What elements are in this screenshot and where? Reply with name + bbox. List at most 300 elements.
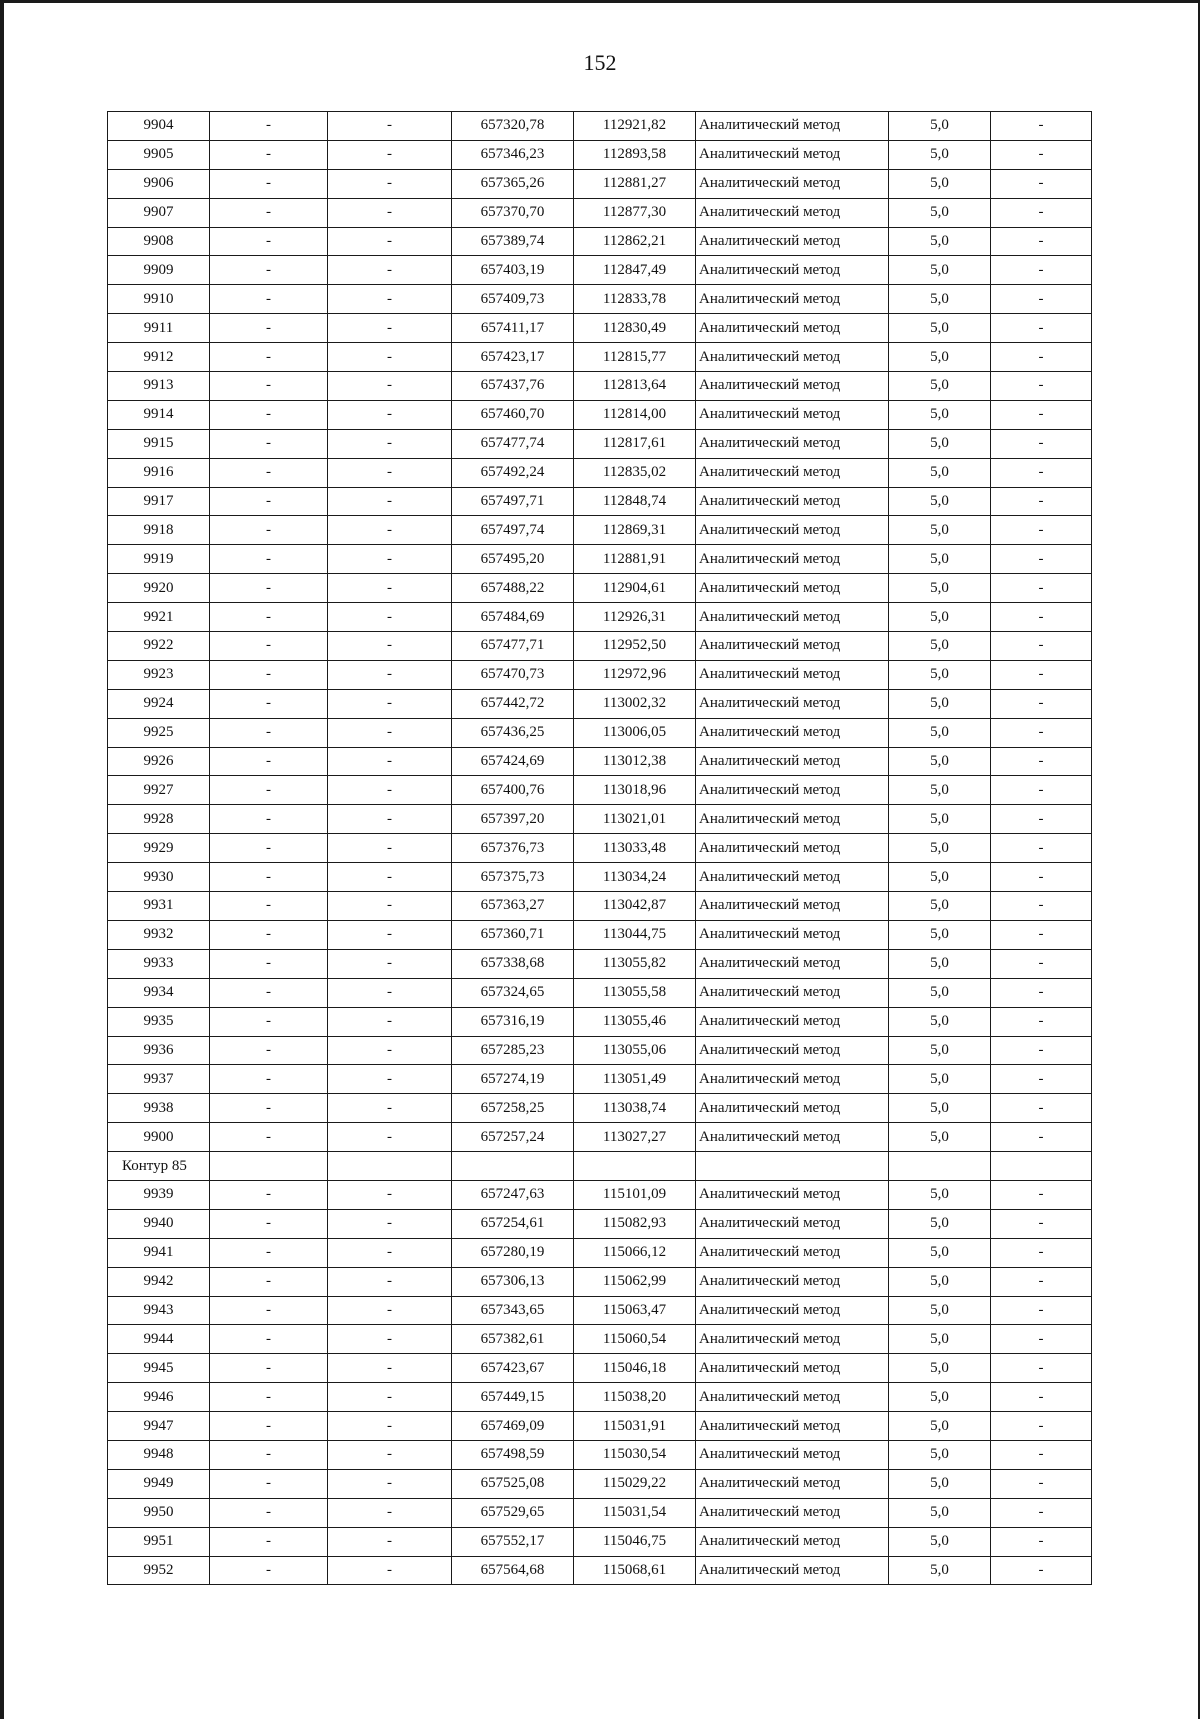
- empty-value-cell: -: [328, 1296, 452, 1325]
- page-number: 152: [583, 50, 617, 75]
- empty-cell: [328, 1152, 452, 1181]
- empty-value-cell: -: [210, 516, 328, 545]
- y-coordinate-cell: 115082,93: [574, 1209, 696, 1238]
- table-row: [108, 1094, 1092, 1123]
- empty-value-cell: -: [328, 1498, 452, 1527]
- y-coordinate-cell: 112813,64: [574, 372, 696, 401]
- empty-value-cell: -: [328, 400, 452, 429]
- empty-value-cell: -: [210, 603, 328, 632]
- y-coordinate-cell: 113055,06: [574, 1036, 696, 1065]
- empty-value-cell: -: [210, 1238, 328, 1267]
- point-number-cell: 9939: [108, 1180, 210, 1209]
- x-coordinate-cell: 657477,71: [452, 632, 574, 661]
- point-number-cell: 9947: [108, 1412, 210, 1441]
- empty-value-cell: -: [328, 314, 452, 343]
- accuracy-cell: 5,0: [889, 256, 991, 285]
- empty-value-cell: -: [991, 1469, 1092, 1498]
- accuracy-cell: 5,0: [889, 574, 991, 603]
- empty-value-cell: -: [991, 400, 1092, 429]
- empty-value-cell: -: [328, 1556, 452, 1585]
- x-coordinate-cell: 657495,20: [452, 545, 574, 574]
- x-coordinate-cell: 657400,76: [452, 776, 574, 805]
- empty-value-cell: -: [210, 920, 328, 949]
- empty-value-cell: -: [328, 516, 452, 545]
- empty-value-cell: -: [210, 1296, 328, 1325]
- method-cell: Аналитический метод: [696, 747, 889, 776]
- table-row: [108, 1498, 1092, 1527]
- accuracy-cell: 5,0: [889, 1123, 991, 1152]
- accuracy-cell: 5,0: [889, 863, 991, 892]
- accuracy-cell: 5,0: [889, 487, 991, 516]
- table-row: [108, 1065, 1092, 1094]
- empty-value-cell: -: [328, 112, 452, 141]
- method-cell: Аналитический метод: [696, 400, 889, 429]
- empty-value-cell: -: [328, 1412, 452, 1441]
- table-row: [108, 1209, 1092, 1238]
- accuracy-cell: 5,0: [889, 1296, 991, 1325]
- table-row: [108, 198, 1092, 227]
- y-coordinate-cell: 115031,91: [574, 1412, 696, 1441]
- empty-value-cell: -: [991, 1440, 1092, 1469]
- empty-value-cell: -: [991, 1036, 1092, 1065]
- point-number-cell: 9922: [108, 632, 210, 661]
- empty-value-cell: -: [991, 458, 1092, 487]
- empty-value-cell: -: [328, 1325, 452, 1354]
- accuracy-cell: 5,0: [889, 949, 991, 978]
- empty-value-cell: -: [991, 545, 1092, 574]
- method-cell: Аналитический метод: [696, 1209, 889, 1238]
- empty-value-cell: -: [210, 1556, 328, 1585]
- empty-value-cell: -: [210, 1469, 328, 1498]
- point-number-cell: 9938: [108, 1094, 210, 1123]
- x-coordinate-cell: 657363,27: [452, 892, 574, 921]
- accuracy-cell: 5,0: [889, 1065, 991, 1094]
- empty-value-cell: -: [991, 140, 1092, 169]
- y-coordinate-cell: 112921,82: [574, 112, 696, 141]
- empty-value-cell: -: [210, 949, 328, 978]
- accuracy-cell: 5,0: [889, 458, 991, 487]
- empty-value-cell: -: [991, 198, 1092, 227]
- empty-cell: [696, 1152, 889, 1181]
- y-coordinate-cell: 115062,99: [574, 1267, 696, 1296]
- y-coordinate-cell: 112814,00: [574, 400, 696, 429]
- x-coordinate-cell: 657306,13: [452, 1267, 574, 1296]
- empty-value-cell: -: [210, 1094, 328, 1123]
- table-row: [108, 487, 1092, 516]
- method-cell: Аналитический метод: [696, 458, 889, 487]
- y-coordinate-cell: 113055,58: [574, 978, 696, 1007]
- empty-value-cell: -: [210, 660, 328, 689]
- empty-value-cell: -: [328, 863, 452, 892]
- method-cell: Аналитический метод: [696, 1527, 889, 1556]
- empty-value-cell: -: [328, 689, 452, 718]
- method-cell: Аналитический метод: [696, 516, 889, 545]
- point-number-cell: 9930: [108, 863, 210, 892]
- empty-value-cell: -: [328, 169, 452, 198]
- x-coordinate-cell: 657477,74: [452, 429, 574, 458]
- y-coordinate-cell: 112926,31: [574, 603, 696, 632]
- accuracy-cell: 5,0: [889, 1325, 991, 1354]
- y-coordinate-cell: 115068,61: [574, 1556, 696, 1585]
- accuracy-cell: 5,0: [889, 1556, 991, 1585]
- empty-value-cell: -: [210, 140, 328, 169]
- x-coordinate-cell: 657360,71: [452, 920, 574, 949]
- point-number-cell: 9935: [108, 1007, 210, 1036]
- method-cell: Аналитический метод: [696, 1469, 889, 1498]
- table-row: [108, 429, 1092, 458]
- method-cell: Аналитический метод: [696, 660, 889, 689]
- y-coordinate-cell: 115066,12: [574, 1238, 696, 1267]
- x-coordinate-cell: 657338,68: [452, 949, 574, 978]
- empty-value-cell: -: [328, 285, 452, 314]
- method-cell: Аналитический метод: [696, 198, 889, 227]
- method-cell: Аналитический метод: [696, 1123, 889, 1152]
- empty-value-cell: -: [328, 718, 452, 747]
- method-cell: Аналитический метод: [696, 314, 889, 343]
- point-number-cell: 9907: [108, 198, 210, 227]
- empty-value-cell: -: [991, 1094, 1092, 1123]
- y-coordinate-cell: 112881,91: [574, 545, 696, 574]
- y-coordinate-cell: 113055,46: [574, 1007, 696, 1036]
- point-number-cell: 9905: [108, 140, 210, 169]
- empty-value-cell: -: [210, 718, 328, 747]
- empty-value-cell: -: [328, 805, 452, 834]
- accuracy-cell: 5,0: [889, 747, 991, 776]
- accuracy-cell: 5,0: [889, 400, 991, 429]
- scan-top-edge: [0, 0, 1200, 3]
- method-cell: Аналитический метод: [696, 1498, 889, 1527]
- accuracy-cell: 5,0: [889, 1007, 991, 1036]
- accuracy-cell: 5,0: [889, 603, 991, 632]
- accuracy-cell: 5,0: [889, 545, 991, 574]
- x-coordinate-cell: 657324,65: [452, 978, 574, 1007]
- method-cell: Аналитический метод: [696, 689, 889, 718]
- empty-value-cell: -: [210, 256, 328, 285]
- empty-value-cell: -: [328, 487, 452, 516]
- point-number-cell: 9927: [108, 776, 210, 805]
- accuracy-cell: 5,0: [889, 1498, 991, 1527]
- empty-value-cell: -: [328, 920, 452, 949]
- method-cell: Аналитический метод: [696, 776, 889, 805]
- empty-value-cell: -: [991, 429, 1092, 458]
- accuracy-cell: 5,0: [889, 892, 991, 921]
- empty-value-cell: -: [991, 747, 1092, 776]
- empty-value-cell: -: [210, 1354, 328, 1383]
- method-cell: Аналитический метод: [696, 574, 889, 603]
- method-cell: Аналитический метод: [696, 140, 889, 169]
- method-cell: Аналитический метод: [696, 834, 889, 863]
- empty-value-cell: -: [210, 487, 328, 516]
- empty-value-cell: -: [991, 227, 1092, 256]
- empty-value-cell: -: [210, 1383, 328, 1412]
- accuracy-cell: 5,0: [889, 372, 991, 401]
- point-number-cell: 9924: [108, 689, 210, 718]
- x-coordinate-cell: 657397,20: [452, 805, 574, 834]
- y-coordinate-cell: 113051,49: [574, 1065, 696, 1094]
- empty-value-cell: -: [210, 1267, 328, 1296]
- point-number-cell: 9908: [108, 227, 210, 256]
- table-row: [108, 1238, 1092, 1267]
- method-cell: Аналитический метод: [696, 949, 889, 978]
- empty-value-cell: -: [991, 689, 1092, 718]
- table-row: [108, 400, 1092, 429]
- table-row: [108, 1412, 1092, 1441]
- table-row: [108, 112, 1092, 141]
- point-number-cell: 9916: [108, 458, 210, 487]
- empty-value-cell: -: [991, 603, 1092, 632]
- table-row: [108, 1036, 1092, 1065]
- empty-value-cell: -: [328, 545, 452, 574]
- coordinates-table: [107, 111, 1092, 1585]
- point-number-cell: 9911: [108, 314, 210, 343]
- accuracy-cell: 5,0: [889, 1440, 991, 1469]
- point-number-cell: 9932: [108, 920, 210, 949]
- empty-value-cell: -: [210, 112, 328, 141]
- point-number-cell: 9904: [108, 112, 210, 141]
- table-row: [108, 314, 1092, 343]
- empty-value-cell: -: [328, 660, 452, 689]
- contour-header-row: [108, 1152, 1092, 1181]
- x-coordinate-cell: 657316,19: [452, 1007, 574, 1036]
- point-number-cell: 9923: [108, 660, 210, 689]
- empty-value-cell: -: [210, 545, 328, 574]
- empty-value-cell: -: [328, 198, 452, 227]
- table-row: [108, 776, 1092, 805]
- point-number-cell: 9925: [108, 718, 210, 747]
- empty-value-cell: -: [991, 1556, 1092, 1585]
- accuracy-cell: 5,0: [889, 660, 991, 689]
- point-number-cell: 9912: [108, 343, 210, 372]
- empty-value-cell: -: [991, 920, 1092, 949]
- y-coordinate-cell: 115030,54: [574, 1440, 696, 1469]
- empty-value-cell: -: [328, 140, 452, 169]
- empty-value-cell: -: [328, 458, 452, 487]
- empty-value-cell: -: [991, 1238, 1092, 1267]
- table-row: [108, 140, 1092, 169]
- method-cell: Аналитический метод: [696, 285, 889, 314]
- x-coordinate-cell: 657254,61: [452, 1209, 574, 1238]
- empty-value-cell: -: [210, 1527, 328, 1556]
- empty-value-cell: -: [328, 429, 452, 458]
- empty-value-cell: -: [991, 574, 1092, 603]
- x-coordinate-cell: 657492,24: [452, 458, 574, 487]
- x-coordinate-cell: 657409,73: [452, 285, 574, 314]
- x-coordinate-cell: 657346,23: [452, 140, 574, 169]
- table-row: [108, 1469, 1092, 1498]
- point-number-cell: 9909: [108, 256, 210, 285]
- empty-value-cell: -: [991, 834, 1092, 863]
- y-coordinate-cell: 115101,09: [574, 1180, 696, 1209]
- x-coordinate-cell: 657498,59: [452, 1440, 574, 1469]
- accuracy-cell: 5,0: [889, 169, 991, 198]
- method-cell: Аналитический метод: [696, 1296, 889, 1325]
- table-row: [108, 545, 1092, 574]
- point-number-cell: 9948: [108, 1440, 210, 1469]
- table-row: [108, 169, 1092, 198]
- empty-value-cell: -: [991, 863, 1092, 892]
- point-number-cell: 9929: [108, 834, 210, 863]
- empty-value-cell: -: [328, 343, 452, 372]
- method-cell: Аналитический метод: [696, 1036, 889, 1065]
- x-coordinate-cell: 657274,19: [452, 1065, 574, 1094]
- empty-value-cell: -: [991, 978, 1092, 1007]
- y-coordinate-cell: 112893,58: [574, 140, 696, 169]
- empty-value-cell: -: [991, 1527, 1092, 1556]
- empty-value-cell: -: [991, 112, 1092, 141]
- method-cell: Аналитический метод: [696, 487, 889, 516]
- x-coordinate-cell: 657470,73: [452, 660, 574, 689]
- point-number-cell: 9921: [108, 603, 210, 632]
- point-number-cell: 9914: [108, 400, 210, 429]
- x-coordinate-cell: 657285,23: [452, 1036, 574, 1065]
- empty-value-cell: -: [328, 1267, 452, 1296]
- empty-value-cell: -: [991, 660, 1092, 689]
- y-coordinate-cell: 113021,01: [574, 805, 696, 834]
- table-row: [108, 1383, 1092, 1412]
- point-number-cell: 9913: [108, 372, 210, 401]
- table-row: [108, 227, 1092, 256]
- empty-cell: [991, 1152, 1092, 1181]
- empty-value-cell: -: [328, 892, 452, 921]
- x-coordinate-cell: 657403,19: [452, 256, 574, 285]
- point-number-cell: 9926: [108, 747, 210, 776]
- method-cell: Аналитический метод: [696, 545, 889, 574]
- empty-value-cell: -: [328, 776, 452, 805]
- accuracy-cell: 5,0: [889, 718, 991, 747]
- point-number-cell: 9920: [108, 574, 210, 603]
- accuracy-cell: 5,0: [889, 112, 991, 141]
- method-cell: Аналитический метод: [696, 1556, 889, 1585]
- method-cell: Аналитический метод: [696, 1267, 889, 1296]
- method-cell: Аналитический метод: [696, 1094, 889, 1123]
- empty-value-cell: -: [328, 1065, 452, 1094]
- accuracy-cell: 5,0: [889, 227, 991, 256]
- y-coordinate-cell: 113002,32: [574, 689, 696, 718]
- empty-value-cell: -: [210, 747, 328, 776]
- point-number-cell: 9950: [108, 1498, 210, 1527]
- method-cell: Аналитический метод: [696, 372, 889, 401]
- accuracy-cell: 5,0: [889, 1209, 991, 1238]
- empty-value-cell: -: [210, 429, 328, 458]
- method-cell: Аналитический метод: [696, 169, 889, 198]
- table-row: [108, 805, 1092, 834]
- method-cell: Аналитический метод: [696, 805, 889, 834]
- empty-value-cell: -: [328, 574, 452, 603]
- empty-value-cell: -: [210, 1007, 328, 1036]
- empty-value-cell: -: [991, 516, 1092, 545]
- table-row: [108, 689, 1092, 718]
- accuracy-cell: 5,0: [889, 343, 991, 372]
- method-cell: Аналитический метод: [696, 1325, 889, 1354]
- empty-value-cell: -: [991, 487, 1092, 516]
- table-row: [108, 1123, 1092, 1152]
- empty-value-cell: -: [210, 1180, 328, 1209]
- table-row: [108, 1440, 1092, 1469]
- table-row: [108, 343, 1092, 372]
- empty-value-cell: -: [328, 1094, 452, 1123]
- empty-value-cell: -: [210, 458, 328, 487]
- point-number-cell: 9937: [108, 1065, 210, 1094]
- table-row: [108, 949, 1092, 978]
- empty-value-cell: -: [210, 1325, 328, 1354]
- point-number-cell: 9940: [108, 1209, 210, 1238]
- empty-value-cell: -: [328, 1440, 452, 1469]
- x-coordinate-cell: 657247,63: [452, 1180, 574, 1209]
- point-number-cell: 9941: [108, 1238, 210, 1267]
- empty-value-cell: -: [210, 227, 328, 256]
- empty-value-cell: -: [328, 1527, 452, 1556]
- accuracy-cell: 5,0: [889, 1383, 991, 1412]
- empty-value-cell: -: [210, 1440, 328, 1469]
- y-coordinate-cell: 112835,02: [574, 458, 696, 487]
- y-coordinate-cell: 112847,49: [574, 256, 696, 285]
- y-coordinate-cell: 112904,61: [574, 574, 696, 603]
- y-coordinate-cell: 112817,61: [574, 429, 696, 458]
- empty-value-cell: -: [991, 1007, 1092, 1036]
- empty-value-cell: -: [328, 1238, 452, 1267]
- point-number-cell: 9918: [108, 516, 210, 545]
- empty-value-cell: -: [328, 372, 452, 401]
- method-cell: Аналитический метод: [696, 603, 889, 632]
- accuracy-cell: 5,0: [889, 805, 991, 834]
- table-row: [108, 603, 1092, 632]
- point-number-cell: 9951: [108, 1527, 210, 1556]
- x-coordinate-cell: 657525,08: [452, 1469, 574, 1498]
- x-coordinate-cell: 657257,24: [452, 1123, 574, 1152]
- method-cell: Аналитический метод: [696, 227, 889, 256]
- table-row: [108, 1556, 1092, 1585]
- empty-value-cell: -: [210, 1123, 328, 1152]
- x-coordinate-cell: 657389,74: [452, 227, 574, 256]
- method-cell: Аналитический метод: [696, 1383, 889, 1412]
- empty-value-cell: -: [328, 949, 452, 978]
- table-row: [108, 1527, 1092, 1556]
- empty-value-cell: -: [210, 372, 328, 401]
- y-coordinate-cell: 113027,27: [574, 1123, 696, 1152]
- x-coordinate-cell: 657564,68: [452, 1556, 574, 1585]
- x-coordinate-cell: 657343,65: [452, 1296, 574, 1325]
- empty-value-cell: -: [328, 256, 452, 285]
- empty-value-cell: -: [210, 1209, 328, 1238]
- y-coordinate-cell: 115046,18: [574, 1354, 696, 1383]
- x-coordinate-cell: 657320,78: [452, 112, 574, 141]
- empty-value-cell: -: [210, 1036, 328, 1065]
- x-coordinate-cell: 657382,61: [452, 1325, 574, 1354]
- accuracy-cell: 5,0: [889, 1354, 991, 1383]
- method-cell: Аналитический метод: [696, 1238, 889, 1267]
- x-coordinate-cell: 657449,15: [452, 1383, 574, 1412]
- empty-value-cell: -: [991, 805, 1092, 834]
- contour-label: Контур 85: [108, 1152, 210, 1181]
- y-coordinate-cell: 113038,74: [574, 1094, 696, 1123]
- table-row: [108, 660, 1092, 689]
- empty-value-cell: -: [991, 314, 1092, 343]
- y-coordinate-cell: 113055,82: [574, 949, 696, 978]
- x-coordinate-cell: 657497,71: [452, 487, 574, 516]
- empty-value-cell: -: [991, 892, 1092, 921]
- x-coordinate-cell: 657424,69: [452, 747, 574, 776]
- y-coordinate-cell: 112815,77: [574, 343, 696, 372]
- table-row: [108, 892, 1092, 921]
- empty-value-cell: -: [991, 718, 1092, 747]
- accuracy-cell: 5,0: [889, 1267, 991, 1296]
- x-coordinate-cell: 657484,69: [452, 603, 574, 632]
- y-coordinate-cell: 112952,50: [574, 632, 696, 661]
- y-coordinate-cell: 113044,75: [574, 920, 696, 949]
- empty-value-cell: -: [328, 834, 452, 863]
- empty-value-cell: -: [210, 863, 328, 892]
- empty-value-cell: -: [991, 1325, 1092, 1354]
